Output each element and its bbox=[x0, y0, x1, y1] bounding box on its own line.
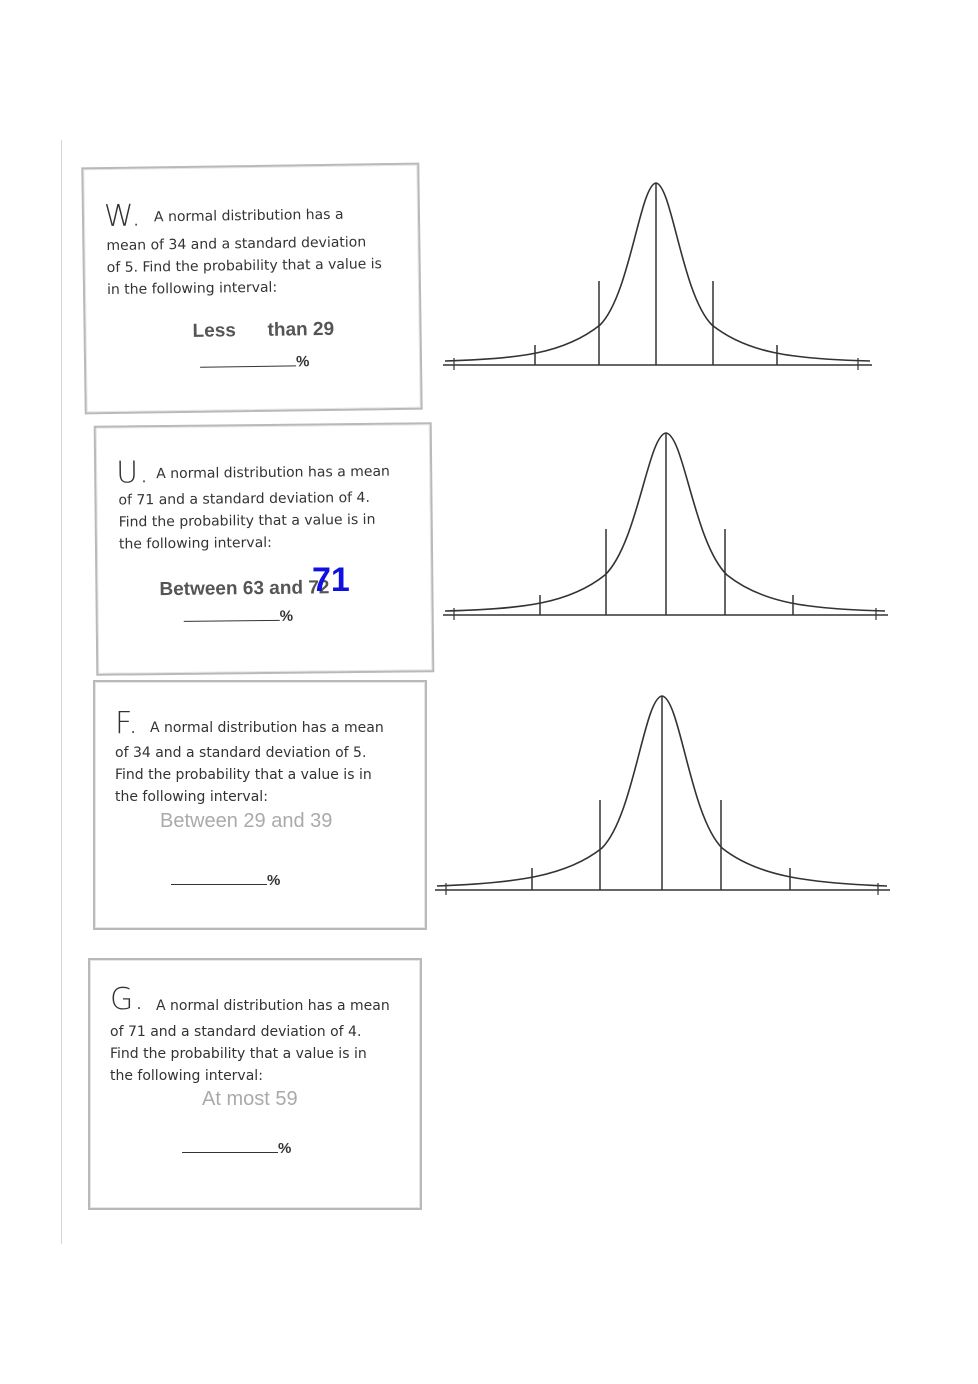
intro-line: Find the probability that a value is in bbox=[115, 767, 372, 783]
problem-letter: U. bbox=[116, 455, 150, 491]
problem-intro-rest bbox=[106, 231, 417, 301]
normal-curve-w bbox=[440, 175, 880, 375]
problem-letter: W. bbox=[103, 198, 142, 235]
intro-line: A normal distribution has a mean bbox=[156, 463, 390, 483]
percent-sign: % bbox=[295, 353, 310, 371]
intro-line: A normal distribution has a mean bbox=[150, 720, 384, 736]
intro-line: in the following interval: bbox=[106, 279, 278, 299]
problem-letter: G. bbox=[110, 982, 145, 1017]
interval-text: Between 63 and 72 bbox=[159, 577, 330, 601]
page-edge bbox=[61, 140, 62, 1244]
interval-text: Between 29 and 39 bbox=[160, 810, 333, 832]
curve-path bbox=[445, 183, 870, 361]
intro-line: Find the probability that a value is in bbox=[110, 1046, 367, 1062]
problem-intro bbox=[154, 203, 414, 229]
problem-intro bbox=[156, 995, 420, 1017]
intro-line: of 34 and a standard deviation of 5. bbox=[115, 745, 367, 761]
answer-blank[interactable] bbox=[184, 608, 294, 626]
normal-curve-u bbox=[440, 425, 890, 625]
problem-letter: F. bbox=[115, 706, 139, 741]
problem-card-g bbox=[88, 958, 422, 1210]
curve-path bbox=[445, 433, 885, 611]
intro-line: the following interval: bbox=[115, 789, 268, 805]
overlay-value: 71 bbox=[312, 561, 350, 599]
answer-blank[interactable] bbox=[171, 872, 280, 889]
intro-line: of 5. Find the probability that a value is bbox=[106, 256, 383, 277]
problem-intro-rest bbox=[110, 1021, 420, 1087]
intro-line: the following interval: bbox=[110, 1068, 263, 1084]
intro-line: of 71 and a standard deviation of 4. bbox=[118, 489, 370, 509]
intro-line: Find the probability that a value is in bbox=[118, 511, 376, 531]
intro-line: the following interval: bbox=[118, 534, 272, 553]
interval-text: At most 59 bbox=[202, 1088, 298, 1110]
intro-line: of 71 and a standard deviation of 4. bbox=[110, 1024, 362, 1040]
interval-text: Less than 29 bbox=[192, 318, 335, 342]
problem-card-f bbox=[93, 680, 427, 930]
problem-intro bbox=[156, 460, 426, 485]
answer-blank[interactable] bbox=[200, 353, 310, 372]
percent-sign: % bbox=[267, 872, 281, 889]
intro-line: mean of 34 and a standard deviation bbox=[106, 234, 367, 255]
problem-intro bbox=[150, 717, 420, 739]
problem-card-w bbox=[81, 163, 422, 415]
normal-curve-f bbox=[432, 688, 892, 898]
answer-blank[interactable] bbox=[182, 1140, 291, 1157]
intro-line: A normal distribution has a mean bbox=[156, 998, 390, 1014]
percent-sign: % bbox=[279, 607, 294, 625]
problem-intro-rest bbox=[115, 742, 425, 808]
problem-intro-rest bbox=[118, 486, 429, 555]
percent-sign: % bbox=[278, 1140, 292, 1157]
intro-line: A normal distribution has a bbox=[153, 206, 344, 226]
problem-card-u bbox=[94, 422, 435, 676]
